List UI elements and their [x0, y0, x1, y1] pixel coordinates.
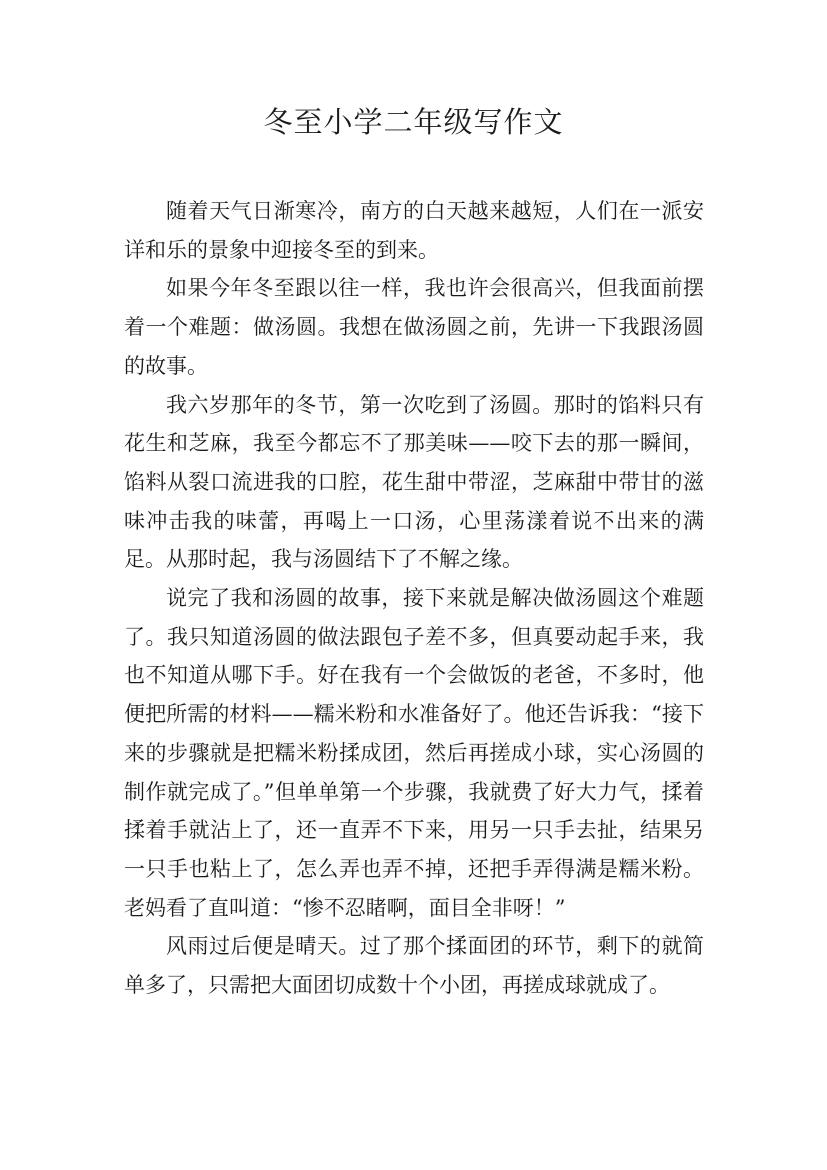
paragraph: 随着天气日渐寒冷，南方的白天越来越短，人们在一派安详和乐的景象中迎接冬至的到来。 — [124, 199, 704, 262]
document-body — [124, 192, 704, 1005]
paragraph: 说完了我和汤圆的故事，接下来就是解决做汤圆这个难题了。我只知道汤圆的做法跟包子差不多，但真要动起手来，我也不知道从哪下手。好在我有一个会做饭的老爸，不多时，他便把所需的材料——糯米粉和水准备好了。他还告诉我：“接下来的步骤就是把糯米粉揉成团，然后再搓成小球，实心汤圆的制作就完成了。”但单单第一个步骤，我就费了好大力气，揉着揉着手就沾上了，还一直弄不下来，用另一只手去扯，结果另一只手也粘上了，怎么弄也弄不掉，还把手弄得满是糯米粉。老妈看了直叫道：“惨不忍睹啊，面目全非呀！” — [124, 586, 704, 920]
paragraph: 风雨过后便是晴天。过了那个揉面团的环节，剩下的就简单多了，只需把大面团切成数十个小团，再搓成球就成了。 — [124, 934, 704, 998]
paragraph: 我六岁那年的冬节，第一次吃到了汤圆。那时的馅料只有花生和芝麻，我至今都忘不了那美味——咬下去的那一瞬间，馅料从裂口流进我的口腔，花生甜中带涩，芝麻甜中带甘的滋味冲击我的味蕾，再喝上一口汤，心里荡漾着说不出来的满足。从那时起，我与汤圆结下了不解之缘。 — [124, 392, 704, 572]
paragraph: 如果今年冬至跟以往一样，我也许会很高兴，但我面前摆着一个难题：做汤圆。我想在做汤圆之前，先讲一下我跟汤圆的故事。 — [124, 276, 704, 378]
document-title: 冬至小学二年级写作文 — [263, 105, 564, 139]
